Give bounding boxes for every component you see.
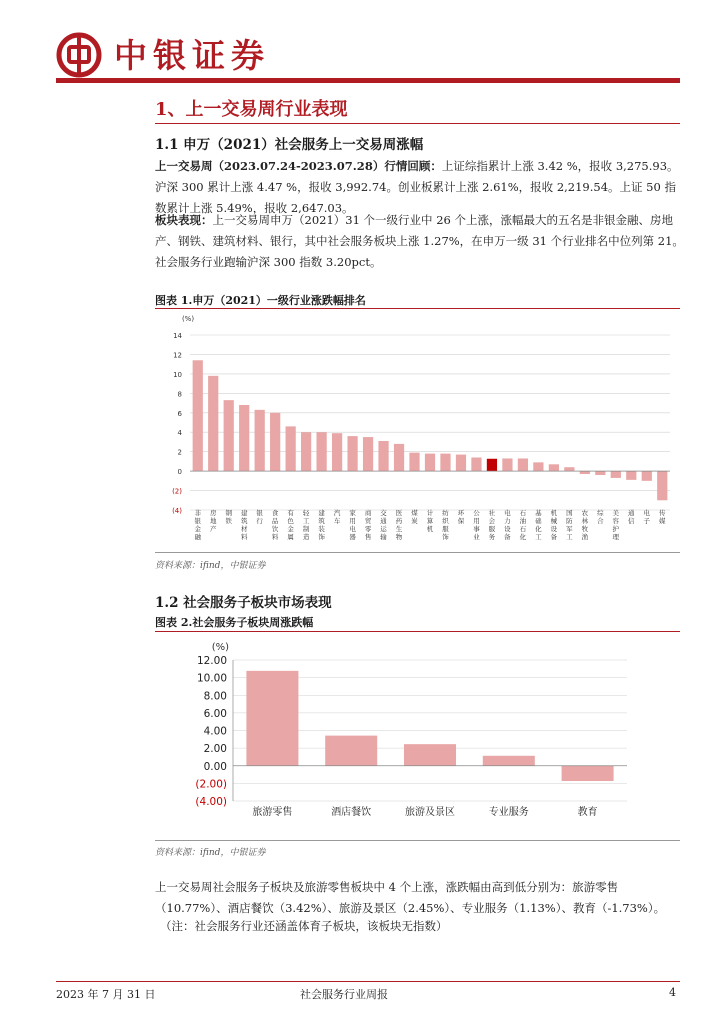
category-label-char: 防 — [566, 517, 573, 525]
bank-of-china-logo-icon — [56, 32, 102, 78]
market-review-text: 上证综指累计上涨 3.42 %，报收 3,275.93。沪深 300 累计上涨 4.47 %，报收 3,992.74。创业板累计上涨 2.61%，报收 2,219.54。上证 50 指数累计上涨 5.49%，报收 2,647.03。 — [155, 159, 679, 215]
bar-22 — [533, 462, 543, 471]
category-label-char: 事 — [473, 525, 480, 533]
category-label-char: 有 — [287, 509, 294, 517]
category-label-char: 电 — [643, 509, 651, 517]
y-tick-label: 12 — [173, 351, 182, 360]
bar-28 — [626, 471, 636, 480]
bar-15 — [425, 454, 435, 472]
category-label-char: 林 — [581, 517, 589, 525]
figure-divider — [155, 308, 680, 309]
category-label-char: 基 — [535, 509, 542, 517]
category-label-char: 石 — [519, 525, 527, 533]
sector-performance-paragraph — [155, 210, 685, 273]
bar-25 — [580, 471, 590, 474]
category-label-char: 房 — [209, 509, 217, 517]
category-label-char: 属 — [287, 533, 294, 541]
y-axis-unit: (%) — [181, 315, 195, 323]
bar-0 — [193, 360, 203, 471]
y-tick-label: (4) — [172, 507, 182, 515]
category-label-char: 合 — [597, 517, 604, 525]
y-tick-label: 4 — [177, 429, 182, 438]
category-label-char: 饰 — [442, 533, 449, 541]
bar-14 — [409, 453, 419, 471]
category-label-char: 化 — [535, 525, 542, 533]
category-label: 专业服务 — [488, 807, 529, 818]
category-label-char: 材 — [240, 525, 248, 533]
category-label-char: 美 — [612, 509, 620, 517]
bar-18 — [471, 458, 481, 472]
category-label-char: 理 — [612, 533, 620, 541]
category-label-char: 家 — [349, 509, 356, 517]
category-label-char: 商 — [364, 509, 372, 517]
page-number: 4 — [669, 986, 676, 999]
sub-sector-summary: 上一交易周社会服务子板块及旅游零售板块中 4 个上涨，涨跌幅由高到低分别为：旅游零售（10.77%）、酒店餐饮（3.42%）、旅游及景区（2.45%）、专业服务（1.13%）、教育（-1.73%）。 — [155, 880, 666, 915]
figure-title: 图表 1.申万（2021）一级行业涨跌幅排名 — [155, 294, 366, 307]
category-label-char: 用 — [349, 517, 356, 525]
y-tick-label: 12.00 — [196, 655, 227, 667]
category-label-char: 建 — [318, 509, 325, 517]
bar-8 — [317, 432, 327, 471]
category-label-char: 电 — [504, 509, 511, 517]
category-label-char: 保 — [457, 517, 465, 525]
chart-source: 资料来源：ifind，中银证券 — [155, 848, 266, 858]
y-tick-label: (2.00) — [195, 778, 227, 791]
bar-19 — [487, 459, 497, 471]
y-tick-label: (4.00) — [195, 796, 227, 808]
source-divider — [155, 840, 680, 841]
category-label-char: 子 — [643, 517, 651, 525]
category-label-char: 社 — [488, 509, 496, 517]
category-label: 酒店餐饮 — [331, 807, 372, 818]
bar-12 — [378, 441, 388, 471]
category-label-char: 械 — [550, 517, 558, 525]
category-label-char: 牧 — [581, 525, 589, 533]
category-label-char: 炭 — [411, 517, 418, 525]
category-label-char: 煤 — [411, 509, 418, 517]
category-label-char: 药 — [395, 517, 403, 525]
category-label: 旅游零售 — [252, 807, 293, 818]
category-label-char: 渔 — [581, 533, 589, 541]
bar-17 — [456, 455, 466, 472]
category-label-char: 工 — [535, 533, 542, 541]
category-label-char: 机 — [426, 525, 434, 533]
category-label: 旅游及景区 — [405, 807, 455, 818]
category-label-char: 服 — [442, 525, 449, 533]
category-label-char: 料 — [271, 533, 279, 541]
note: （注：社会服务行业还涵盖体育子板块，该板块无指数） — [160, 919, 448, 933]
y-tick-label: 10 — [173, 370, 182, 379]
category-label-char: 轻 — [302, 509, 310, 517]
category-label-char: 料 — [240, 533, 248, 541]
category-label-char: 国 — [566, 509, 573, 517]
category-label-char: 生 — [395, 525, 403, 533]
header-divider — [56, 78, 680, 83]
section-divider — [155, 123, 680, 124]
category-label-char: 础 — [535, 517, 542, 525]
industry-ranking-chart — [155, 310, 680, 550]
category-label-char: 钢 — [225, 509, 232, 517]
footer-divider — [56, 981, 680, 982]
category-label-char: 设 — [504, 525, 511, 533]
bar-16 — [440, 454, 450, 472]
y-tick-label: (2) — [172, 487, 182, 496]
figure-divider — [155, 631, 680, 632]
y-tick-label: 8 — [177, 390, 182, 399]
bar-9 — [332, 433, 342, 471]
category-label-char: 品 — [271, 517, 279, 525]
category-label-char: 机 — [550, 509, 558, 517]
category-label-char: 油 — [519, 517, 527, 525]
category-label-char: 零 — [364, 525, 372, 533]
y-tick-label: 4.00 — [203, 725, 227, 738]
bar-20 — [502, 458, 512, 471]
category-label-char: 造 — [302, 533, 310, 541]
sub-sector-chart — [155, 633, 680, 838]
category-label-char: 电 — [349, 525, 356, 533]
category-label-char: 设 — [550, 525, 558, 533]
sector-performance-lead: 板块表现： — [155, 213, 213, 227]
category-label-char: 算 — [426, 517, 434, 525]
category-label-char: 色 — [287, 517, 294, 525]
category-label-char: 农 — [581, 509, 589, 517]
footer-date: 2023 年 7 月 31 日 — [56, 988, 156, 1001]
bar-2 — [224, 400, 234, 471]
bar-3 — [483, 756, 535, 766]
subsection-title: 1.1 申万（2021）社会服务上一交易周涨幅 — [155, 137, 424, 153]
category-label-char: 综 — [597, 509, 604, 517]
chart-source: 资料来源：ifind，中银证券 — [155, 561, 266, 571]
category-label-char: 输 — [380, 533, 387, 541]
bar-1 — [325, 736, 377, 766]
category-label-char: 备 — [550, 533, 558, 541]
category-label-char: 织 — [442, 517, 449, 525]
category-label-char: 传 — [659, 509, 666, 517]
y-tick-label: 8.00 — [203, 690, 227, 703]
bar-2 — [404, 744, 456, 766]
footer-title: 社会服务行业周报 — [300, 988, 388, 1001]
category-label-char: 务 — [488, 533, 496, 541]
category-label-char: 融 — [194, 533, 201, 541]
category-label-char: 饮 — [271, 525, 279, 533]
bar-4 — [562, 766, 614, 781]
category-label-char: 交 — [380, 509, 387, 517]
category-label-char: 容 — [612, 517, 620, 525]
y-tick-label: 14 — [173, 332, 182, 340]
category-label-char: 器 — [349, 533, 356, 541]
bar-24 — [564, 467, 574, 471]
category-label-char: 媒 — [659, 517, 666, 525]
category-label-char: 护 — [612, 525, 620, 533]
category-label-char: 售 — [364, 533, 372, 541]
category-label-char: 银 — [256, 509, 263, 517]
category-label-char: 筑 — [240, 517, 248, 525]
category-label-char: 建 — [240, 509, 248, 517]
bar-0 — [246, 671, 298, 766]
sector-performance-text: 上一交易周申万（2021）31 个一级行业中 26 个上涨，涨幅最大的五名是非银金融、房地产、钢铁、建筑材料、银行，其中社会服务板块上涨 1.27%，在申万一级 31 个行业排名中位列第 21。社会服务行业跑输沪深 300 指数 3.20pct。 — [155, 213, 684, 269]
y-axis-unit: (%) — [211, 642, 229, 653]
category-label-char: 铁 — [225, 517, 232, 525]
category-label-char: 地 — [209, 517, 217, 525]
category-label-char: 业 — [473, 533, 480, 541]
figure-title: 图表 2.社会服务子板块周涨跌幅 — [155, 616, 314, 629]
bar-23 — [549, 464, 559, 471]
bar-7 — [301, 432, 311, 471]
category-label-char: 汽 — [333, 509, 341, 517]
y-tick-label: 0 — [177, 468, 182, 477]
y-tick-label: 6 — [177, 409, 182, 418]
market-review-lead: 上一交易周（2023.07.24-2023.07.28）行情回顾： — [155, 159, 442, 173]
category-label-char: 石 — [519, 509, 527, 517]
category-label-char: 产 — [209, 525, 217, 533]
category-label-char: 运 — [380, 525, 387, 533]
category-label-char: 备 — [504, 533, 511, 541]
subsection-title: 1.2 社会服务子板块市场表现 — [155, 595, 332, 611]
bar-6 — [286, 426, 296, 471]
category-label-char: 会 — [488, 517, 496, 525]
category-label-char: 服 — [488, 525, 496, 533]
y-tick-label: 2 — [177, 448, 182, 457]
category-label-char: 食 — [271, 509, 279, 517]
bar-3 — [239, 405, 249, 471]
category-label-char: 车 — [333, 517, 341, 525]
y-tick-label: 2.00 — [203, 743, 227, 756]
category-label-char: 工 — [302, 517, 310, 525]
y-tick-label: 0.00 — [203, 760, 227, 773]
brand-name: 中银证券 — [114, 36, 270, 75]
bar-27 — [611, 471, 621, 478]
bar-26 — [595, 471, 605, 475]
category-label-char: 纺 — [442, 509, 449, 517]
category-label-char: 贸 — [364, 517, 372, 525]
bar-30 — [657, 471, 667, 500]
category-label-char: 军 — [566, 525, 573, 533]
section-title: 1、上一交易周行业表现 — [155, 99, 348, 120]
category-label-char: 物 — [395, 533, 403, 541]
bar-11 — [363, 437, 373, 471]
category-label-char: 通 — [380, 517, 387, 525]
bar-10 — [347, 436, 357, 471]
category-label-char: 行 — [256, 517, 263, 525]
bar-29 — [642, 471, 652, 481]
category-label-char: 非 — [194, 509, 201, 517]
category-label-char: 医 — [395, 509, 403, 517]
category-label-char: 用 — [473, 517, 480, 525]
category-label-char: 信 — [628, 517, 635, 525]
bar-13 — [394, 444, 404, 471]
category-label-char: 饰 — [318, 533, 325, 541]
category-label-char: 银 — [194, 517, 201, 525]
bar-5 — [270, 413, 280, 471]
category-label-char: 金 — [194, 525, 201, 533]
category-label-char: 公 — [473, 509, 480, 517]
y-tick-label: 10.00 — [196, 672, 227, 685]
y-tick-label: 6.00 — [203, 707, 227, 720]
category-label-char: 化 — [519, 533, 527, 541]
category-label-char: 计 — [426, 509, 434, 517]
bar-21 — [518, 458, 528, 471]
category-label-char: 工 — [566, 533, 573, 541]
category-label-char: 装 — [318, 525, 325, 533]
category-label-char: 金 — [287, 525, 294, 533]
category-label-char: 筑 — [318, 517, 325, 525]
category-label: 教育 — [577, 807, 598, 818]
category-label-char: 环 — [457, 509, 465, 517]
bar-4 — [255, 410, 265, 471]
bar-1 — [208, 376, 218, 471]
source-divider — [155, 552, 680, 553]
category-label-char: 制 — [302, 525, 310, 533]
category-label-char: 通 — [628, 509, 635, 517]
category-label-char: 力 — [504, 517, 511, 525]
